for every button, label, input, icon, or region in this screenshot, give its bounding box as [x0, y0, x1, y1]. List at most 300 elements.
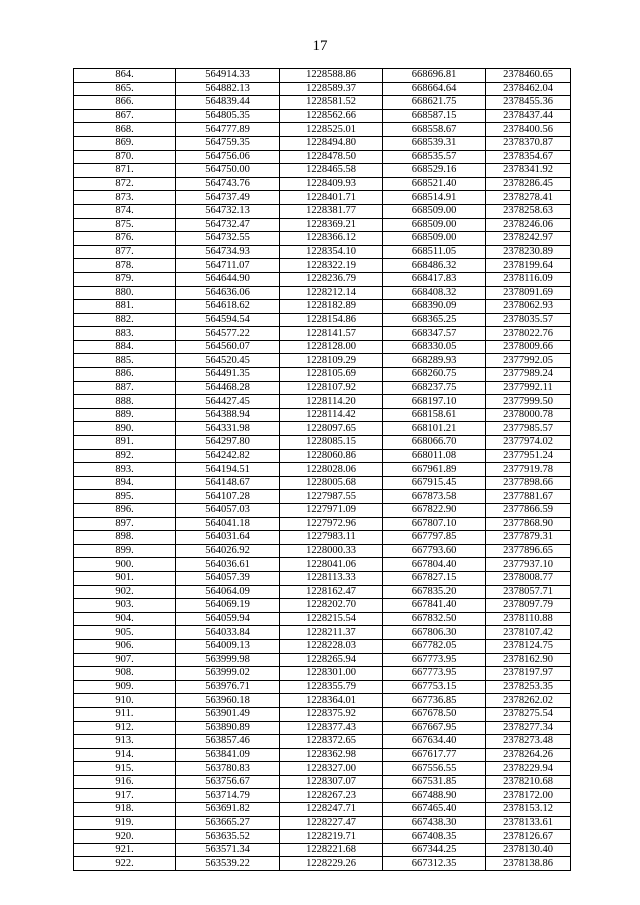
x1-coordinate-cell: 564107.28: [176, 490, 280, 504]
point-number-cell: 903.: [74, 599, 176, 613]
x1-coordinate-cell: 564031.64: [176, 531, 280, 545]
y1-coordinate-cell: 1228265.94: [280, 653, 383, 667]
table-row: [74, 395, 571, 409]
y1-coordinate-cell: 1227983.11: [280, 531, 383, 545]
table-row: [74, 436, 571, 450]
table-row: [74, 69, 571, 83]
x1-coordinate-cell: 564594.54: [176, 313, 280, 327]
x2-coordinate-cell: 668289.93: [383, 354, 486, 368]
y1-coordinate-cell: 1227972.96: [280, 517, 383, 531]
x2-coordinate-cell: 667488.90: [383, 789, 486, 803]
x1-coordinate-cell: 563780.83: [176, 762, 280, 776]
y1-coordinate-cell: 1228005.68: [280, 476, 383, 490]
x2-coordinate-cell: 668529.16: [383, 164, 486, 178]
y2-coordinate-cell: 2377989.24: [486, 368, 571, 382]
x2-coordinate-cell: 667841.40: [383, 599, 486, 613]
table-row: [74, 531, 571, 545]
y1-coordinate-cell: 1228109.29: [280, 354, 383, 368]
point-number-cell: 892.: [74, 449, 176, 463]
x2-coordinate-cell: 667873.58: [383, 490, 486, 504]
y2-coordinate-cell: 2378341.92: [486, 164, 571, 178]
x1-coordinate-cell: 564009.13: [176, 639, 280, 653]
x2-coordinate-cell: 668011.08: [383, 449, 486, 463]
point-number-cell: 896.: [74, 504, 176, 518]
point-number-cell: 900.: [74, 558, 176, 572]
y1-coordinate-cell: 1228113.33: [280, 571, 383, 585]
y2-coordinate-cell: 2377898.66: [486, 476, 571, 490]
x1-coordinate-cell: 564297.80: [176, 436, 280, 450]
point-number-cell: 899.: [74, 544, 176, 558]
point-number-cell: 904.: [74, 612, 176, 626]
y1-coordinate-cell: 1228085.15: [280, 436, 383, 450]
table-row: [74, 463, 571, 477]
y2-coordinate-cell: 2378460.65: [486, 69, 571, 83]
y2-coordinate-cell: 2378124.75: [486, 639, 571, 653]
point-number-cell: 880.: [74, 286, 176, 300]
y2-coordinate-cell: 2377881.67: [486, 490, 571, 504]
y2-coordinate-cell: 2378138.86: [486, 857, 571, 871]
point-number-cell: 908.: [74, 667, 176, 681]
point-number-cell: 865.: [74, 82, 176, 96]
x2-coordinate-cell: 667961.89: [383, 463, 486, 477]
y1-coordinate-cell: 1228028.06: [280, 463, 383, 477]
point-number-cell: 873.: [74, 191, 176, 205]
y2-coordinate-cell: 2378273.48: [486, 735, 571, 749]
x1-coordinate-cell: 564636.06: [176, 286, 280, 300]
y1-coordinate-cell: 1228211.37: [280, 626, 383, 640]
point-number-cell: 895.: [74, 490, 176, 504]
point-number-cell: 879.: [74, 272, 176, 286]
y1-coordinate-cell: 1228377.43: [280, 721, 383, 735]
x1-coordinate-cell: 563571.34: [176, 843, 280, 857]
y2-coordinate-cell: 2378197.97: [486, 667, 571, 681]
y1-coordinate-cell: 1228229.26: [280, 857, 383, 871]
x2-coordinate-cell: 668237.75: [383, 381, 486, 395]
point-number-cell: 866.: [74, 96, 176, 110]
x1-coordinate-cell: 563756.67: [176, 775, 280, 789]
x1-coordinate-cell: 564743.76: [176, 177, 280, 191]
x2-coordinate-cell: 668509.00: [383, 232, 486, 246]
y1-coordinate-cell: 1228219.71: [280, 830, 383, 844]
x1-coordinate-cell: 564427.45: [176, 395, 280, 409]
point-number-cell: 890.: [74, 422, 176, 436]
point-number-cell: 907.: [74, 653, 176, 667]
table-row: [74, 735, 571, 749]
y1-coordinate-cell: 1228202.70: [280, 599, 383, 613]
x1-coordinate-cell: 563665.27: [176, 816, 280, 830]
y1-coordinate-cell: 1228114.20: [280, 395, 383, 409]
x1-coordinate-cell: 563539.22: [176, 857, 280, 871]
y1-coordinate-cell: 1228267.23: [280, 789, 383, 803]
y2-coordinate-cell: 2378455.36: [486, 96, 571, 110]
x1-coordinate-cell: 564560.07: [176, 340, 280, 354]
x1-coordinate-cell: 564041.18: [176, 517, 280, 531]
table-row: [74, 354, 571, 368]
x2-coordinate-cell: 667634.40: [383, 735, 486, 749]
point-number-cell: 912.: [74, 721, 176, 735]
table-row: [74, 626, 571, 640]
y2-coordinate-cell: 2378000.78: [486, 408, 571, 422]
point-number-cell: 901.: [74, 571, 176, 585]
point-number-cell: 869.: [74, 136, 176, 150]
x2-coordinate-cell: 668511.05: [383, 245, 486, 259]
point-number-cell: 868.: [74, 123, 176, 137]
y1-coordinate-cell: 1228212.14: [280, 286, 383, 300]
x2-coordinate-cell: 668514.91: [383, 191, 486, 205]
x2-coordinate-cell: 668158.61: [383, 408, 486, 422]
x2-coordinate-cell: 668535.57: [383, 150, 486, 164]
point-number-cell: 902.: [74, 585, 176, 599]
x1-coordinate-cell: 564059.94: [176, 612, 280, 626]
point-number-cell: 920.: [74, 830, 176, 844]
x2-coordinate-cell: 667736.85: [383, 694, 486, 708]
x2-coordinate-cell: 667773.95: [383, 653, 486, 667]
x2-coordinate-cell: 668558.67: [383, 123, 486, 137]
y1-coordinate-cell: 1228372.65: [280, 735, 383, 749]
y2-coordinate-cell: 2378008.77: [486, 571, 571, 585]
x2-coordinate-cell: 668587.15: [383, 109, 486, 123]
table-row: [74, 694, 571, 708]
point-number-cell: 894.: [74, 476, 176, 490]
table-row: [74, 843, 571, 857]
table-row: [74, 585, 571, 599]
table-row: [74, 272, 571, 286]
y1-coordinate-cell: 1228327.00: [280, 762, 383, 776]
y2-coordinate-cell: 2378057.71: [486, 585, 571, 599]
y1-coordinate-cell: 1228114.42: [280, 408, 383, 422]
y2-coordinate-cell: 2378246.06: [486, 218, 571, 232]
point-number-cell: 917.: [74, 789, 176, 803]
y1-coordinate-cell: 1228215.54: [280, 612, 383, 626]
y2-coordinate-cell: 2378091.69: [486, 286, 571, 300]
coordinates-table: [73, 68, 571, 871]
y1-coordinate-cell: 1227987.55: [280, 490, 383, 504]
table-row: [74, 218, 571, 232]
x2-coordinate-cell: 668066.70: [383, 436, 486, 450]
x1-coordinate-cell: 563691.82: [176, 803, 280, 817]
table-row: [74, 191, 571, 205]
x1-coordinate-cell: 564388.94: [176, 408, 280, 422]
x1-coordinate-cell: 563960.18: [176, 694, 280, 708]
point-number-cell: 867.: [74, 109, 176, 123]
x1-coordinate-cell: 564520.45: [176, 354, 280, 368]
y1-coordinate-cell: 1228354.10: [280, 245, 383, 259]
y2-coordinate-cell: 2378172.00: [486, 789, 571, 803]
point-number-cell: 887.: [74, 381, 176, 395]
y1-coordinate-cell: 1228236.79: [280, 272, 383, 286]
y2-coordinate-cell: 2377985.57: [486, 422, 571, 436]
x1-coordinate-cell: 564750.00: [176, 164, 280, 178]
y2-coordinate-cell: 2378258.63: [486, 204, 571, 218]
table-row: [74, 667, 571, 681]
x2-coordinate-cell: 668509.00: [383, 218, 486, 232]
table-row: [74, 762, 571, 776]
point-number-cell: 911.: [74, 707, 176, 721]
x1-coordinate-cell: 564033.84: [176, 626, 280, 640]
y1-coordinate-cell: 1228369.21: [280, 218, 383, 232]
y2-coordinate-cell: 2378009.66: [486, 340, 571, 354]
point-number-cell: 916.: [74, 775, 176, 789]
x1-coordinate-cell: 564468.28: [176, 381, 280, 395]
table-row: [74, 490, 571, 504]
y1-coordinate-cell: 1228182.89: [280, 300, 383, 314]
table-row: [74, 558, 571, 572]
x2-coordinate-cell: 667531.85: [383, 775, 486, 789]
table-row: [74, 164, 571, 178]
point-number-cell: 877.: [74, 245, 176, 259]
x1-coordinate-cell: 564737.49: [176, 191, 280, 205]
x2-coordinate-cell: 668330.05: [383, 340, 486, 354]
y2-coordinate-cell: 2378437.44: [486, 109, 571, 123]
x1-coordinate-cell: 563976.71: [176, 680, 280, 694]
x2-coordinate-cell: 667915.45: [383, 476, 486, 490]
y2-coordinate-cell: 2378400.56: [486, 123, 571, 137]
y1-coordinate-cell: 1228228.03: [280, 639, 383, 653]
y2-coordinate-cell: 2378035.57: [486, 313, 571, 327]
y1-coordinate-cell: 1228381.77: [280, 204, 383, 218]
y1-coordinate-cell: 1228000.33: [280, 544, 383, 558]
point-number-cell: 891.: [74, 436, 176, 450]
table-row: [74, 300, 571, 314]
x1-coordinate-cell: 564194.51: [176, 463, 280, 477]
point-number-cell: 884.: [74, 340, 176, 354]
point-number-cell: 864.: [74, 69, 176, 83]
point-number-cell: 881.: [74, 300, 176, 314]
table-row: [74, 476, 571, 490]
point-number-cell: 905.: [74, 626, 176, 640]
x2-coordinate-cell: 668197.10: [383, 395, 486, 409]
point-number-cell: 919.: [74, 816, 176, 830]
y1-coordinate-cell: 1228478.50: [280, 150, 383, 164]
point-number-cell: 885.: [74, 354, 176, 368]
point-number-cell: 906.: [74, 639, 176, 653]
y1-coordinate-cell: 1228227.47: [280, 816, 383, 830]
x2-coordinate-cell: 667438.30: [383, 816, 486, 830]
x2-coordinate-cell: 667617.77: [383, 748, 486, 762]
point-number-cell: 882.: [74, 313, 176, 327]
x2-coordinate-cell: 668509.00: [383, 204, 486, 218]
table-row: [74, 109, 571, 123]
x2-coordinate-cell: 668101.21: [383, 422, 486, 436]
table-row: [74, 368, 571, 382]
x1-coordinate-cell: 564577.22: [176, 327, 280, 341]
x1-coordinate-cell: 564148.67: [176, 476, 280, 490]
x1-coordinate-cell: 564026.92: [176, 544, 280, 558]
y2-coordinate-cell: 2378253.35: [486, 680, 571, 694]
y1-coordinate-cell: 1228362.98: [280, 748, 383, 762]
y1-coordinate-cell: 1228562.66: [280, 109, 383, 123]
x2-coordinate-cell: 667556.55: [383, 762, 486, 776]
x1-coordinate-cell: 564914.33: [176, 69, 280, 83]
point-number-cell: 870.: [74, 150, 176, 164]
table-row: [74, 517, 571, 531]
table-row: [74, 721, 571, 735]
x2-coordinate-cell: 668664.64: [383, 82, 486, 96]
y2-coordinate-cell: 2378370.87: [486, 136, 571, 150]
x2-coordinate-cell: 668408.32: [383, 286, 486, 300]
x1-coordinate-cell: 564732.13: [176, 204, 280, 218]
x1-coordinate-cell: 563890.89: [176, 721, 280, 735]
y1-coordinate-cell: 1228589.37: [280, 82, 383, 96]
x1-coordinate-cell: 564064.09: [176, 585, 280, 599]
table-row: [74, 232, 571, 246]
y2-coordinate-cell: 2378130.40: [486, 843, 571, 857]
y2-coordinate-cell: 2377999.50: [486, 395, 571, 409]
y1-coordinate-cell: 1228128.00: [280, 340, 383, 354]
x1-coordinate-cell: 564618.62: [176, 300, 280, 314]
y1-coordinate-cell: 1228525.01: [280, 123, 383, 137]
y2-coordinate-cell: 2378107.42: [486, 626, 571, 640]
table-row: [74, 639, 571, 653]
table-row: [74, 96, 571, 110]
y2-coordinate-cell: 2378264.26: [486, 748, 571, 762]
table-row: [74, 286, 571, 300]
y1-coordinate-cell: 1228581.52: [280, 96, 383, 110]
y2-coordinate-cell: 2378062.93: [486, 300, 571, 314]
table-row: [74, 789, 571, 803]
y2-coordinate-cell: 2378097.79: [486, 599, 571, 613]
x2-coordinate-cell: 668696.81: [383, 69, 486, 83]
x1-coordinate-cell: 564777.89: [176, 123, 280, 137]
y2-coordinate-cell: 2378354.67: [486, 150, 571, 164]
point-number-cell: 913.: [74, 735, 176, 749]
table-row: [74, 313, 571, 327]
table-row: [74, 204, 571, 218]
y1-coordinate-cell: 1228221.68: [280, 843, 383, 857]
y2-coordinate-cell: 2378022.76: [486, 327, 571, 341]
y1-coordinate-cell: 1228301.00: [280, 667, 383, 681]
y2-coordinate-cell: 2378153.12: [486, 803, 571, 817]
point-number-cell: 871.: [74, 164, 176, 178]
table-row: [74, 136, 571, 150]
point-number-cell: 915.: [74, 762, 176, 776]
point-number-cell: 889.: [74, 408, 176, 422]
y2-coordinate-cell: 2377919.78: [486, 463, 571, 477]
point-number-cell: 898.: [74, 531, 176, 545]
y2-coordinate-cell: 2378133.61: [486, 816, 571, 830]
table-row: [74, 381, 571, 395]
y1-coordinate-cell: 1228097.65: [280, 422, 383, 436]
x2-coordinate-cell: 667804.40: [383, 558, 486, 572]
y2-coordinate-cell: 2378278.41: [486, 191, 571, 205]
x1-coordinate-cell: 564732.47: [176, 218, 280, 232]
y1-coordinate-cell: 1228307.07: [280, 775, 383, 789]
y2-coordinate-cell: 2377992.05: [486, 354, 571, 368]
table-row: [74, 327, 571, 341]
x1-coordinate-cell: 564805.35: [176, 109, 280, 123]
y2-coordinate-cell: 2377974.02: [486, 436, 571, 450]
y1-coordinate-cell: 1228494.80: [280, 136, 383, 150]
y1-coordinate-cell: 1228588.86: [280, 69, 383, 83]
table-row: [74, 803, 571, 817]
x1-coordinate-cell: 564756.06: [176, 150, 280, 164]
y1-coordinate-cell: 1228364.01: [280, 694, 383, 708]
table-row: [74, 612, 571, 626]
x2-coordinate-cell: 667822.90: [383, 504, 486, 518]
y2-coordinate-cell: 2378286.45: [486, 177, 571, 191]
x1-coordinate-cell: 563901.49: [176, 707, 280, 721]
table-row: [74, 571, 571, 585]
y1-coordinate-cell: 1228154.86: [280, 313, 383, 327]
x2-coordinate-cell: 667782.05: [383, 639, 486, 653]
table-row: [74, 830, 571, 844]
table-row: [74, 544, 571, 558]
x1-coordinate-cell: 563714.79: [176, 789, 280, 803]
table-row: [74, 680, 571, 694]
y1-coordinate-cell: 1228322.19: [280, 259, 383, 273]
y1-coordinate-cell: 1228409.93: [280, 177, 383, 191]
y2-coordinate-cell: 2377879.31: [486, 531, 571, 545]
table-row: [74, 775, 571, 789]
x2-coordinate-cell: 667465.40: [383, 803, 486, 817]
x1-coordinate-cell: 563841.09: [176, 748, 280, 762]
x1-coordinate-cell: 564036.61: [176, 558, 280, 572]
y1-coordinate-cell: 1228401.71: [280, 191, 383, 205]
point-number-cell: 888.: [74, 395, 176, 409]
x1-coordinate-cell: 564732.55: [176, 232, 280, 246]
y2-coordinate-cell: 2378242.97: [486, 232, 571, 246]
table-row: [74, 748, 571, 762]
x2-coordinate-cell: 668365.25: [383, 313, 486, 327]
x2-coordinate-cell: 667753.15: [383, 680, 486, 694]
x1-coordinate-cell: 564759.35: [176, 136, 280, 150]
point-number-cell: 914.: [74, 748, 176, 762]
x2-coordinate-cell: 667344.25: [383, 843, 486, 857]
table-row: [74, 422, 571, 436]
x1-coordinate-cell: 564882.13: [176, 82, 280, 96]
table-row: [74, 340, 571, 354]
x2-coordinate-cell: 668390.09: [383, 300, 486, 314]
x1-coordinate-cell: 564839.44: [176, 96, 280, 110]
y2-coordinate-cell: 2378199.64: [486, 259, 571, 273]
x2-coordinate-cell: 667807.10: [383, 517, 486, 531]
x1-coordinate-cell: 563999.02: [176, 667, 280, 681]
y1-coordinate-cell: 1227971.09: [280, 504, 383, 518]
y1-coordinate-cell: 1228162.47: [280, 585, 383, 599]
y2-coordinate-cell: 2377951.24: [486, 449, 571, 463]
point-number-cell: 874.: [74, 204, 176, 218]
y1-coordinate-cell: 1228247.71: [280, 803, 383, 817]
point-number-cell: 910.: [74, 694, 176, 708]
x2-coordinate-cell: 667793.60: [383, 544, 486, 558]
table-row: [74, 408, 571, 422]
y2-coordinate-cell: 2378116.09: [486, 272, 571, 286]
x2-coordinate-cell: 667835.20: [383, 585, 486, 599]
x2-coordinate-cell: 668621.75: [383, 96, 486, 110]
y1-coordinate-cell: 1228465.58: [280, 164, 383, 178]
y1-coordinate-cell: 1228375.92: [280, 707, 383, 721]
x2-coordinate-cell: 667797.85: [383, 531, 486, 545]
x1-coordinate-cell: 564644.90: [176, 272, 280, 286]
point-number-cell: 886.: [74, 368, 176, 382]
table-row: [74, 449, 571, 463]
x2-coordinate-cell: 667806.30: [383, 626, 486, 640]
point-number-cell: 922.: [74, 857, 176, 871]
x1-coordinate-cell: 564711.07: [176, 259, 280, 273]
y2-coordinate-cell: 2378110.88: [486, 612, 571, 626]
page-number: 17: [312, 38, 328, 54]
x1-coordinate-cell: 564057.03: [176, 504, 280, 518]
point-number-cell: 878.: [74, 259, 176, 273]
x1-coordinate-cell: 564069.19: [176, 599, 280, 613]
point-number-cell: 876.: [74, 232, 176, 246]
y1-coordinate-cell: 1228366.12: [280, 232, 383, 246]
x2-coordinate-cell: 667832.50: [383, 612, 486, 626]
table-row: [74, 857, 571, 871]
x1-coordinate-cell: 563635.52: [176, 830, 280, 844]
table-row: [74, 177, 571, 191]
x2-coordinate-cell: 667827.15: [383, 571, 486, 585]
